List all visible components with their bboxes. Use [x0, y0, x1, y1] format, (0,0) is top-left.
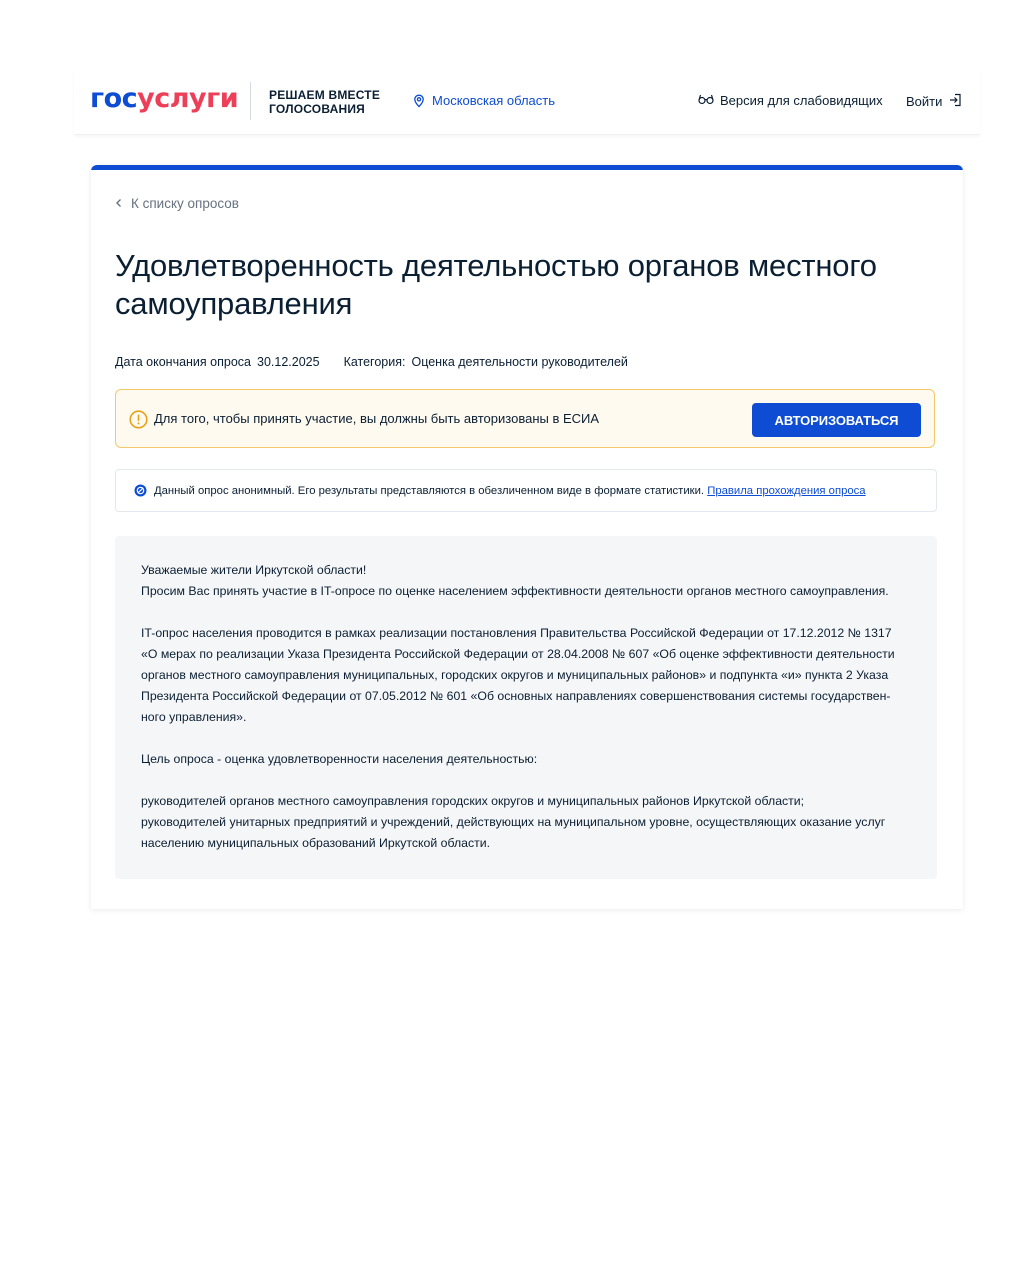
anonymous-icon: [134, 484, 147, 502]
description-legal-line: IT-опрос населения проводится в рамках реализации постановления Правительства Российской Федерации от 17.12.2012 № 1317: [141, 626, 892, 640]
site-header: [74, 68, 980, 135]
description-legal-line: «О мерах по реализации Указа Президента Российской Федерации от 28.04.2008 № 607 «Об оценке эффективности деятельности: [141, 647, 895, 661]
survey-meta: [115, 354, 628, 370]
survey-card: [91, 165, 963, 909]
description-goal: Цель опроса - оценка удовлетворенности населения деятельностью:: [141, 752, 538, 766]
end-date-label: Дата окончания опроса: [115, 355, 251, 369]
category: [344, 354, 628, 370]
auth-warning-banner: [115, 389, 935, 448]
description-legal-line: органов местного самоуправления муниципальных, городских округов и муниципальных районов» и подпункта «и» пункта 2 Указа: [141, 668, 889, 682]
accessibility-version-link[interactable]: [698, 93, 883, 109]
tagline-line1: РЕШАЕМ ВМЕСТЕ: [269, 88, 381, 102]
tagline-line2: ГОЛОСОВАНИЯ: [269, 102, 365, 116]
gosuslugi-logo[interactable]: [90, 83, 238, 115]
paragraph-gap: [141, 602, 911, 623]
description-target-line: населению муниципальных образований Иркутской области.: [141, 836, 491, 850]
login-button[interactable]: [906, 93, 962, 111]
end-date-value: 30.12.2025: [257, 355, 320, 369]
glasses-icon: [698, 93, 714, 109]
description-request: Просим Вас принять участие в IT-опросе по оценке населением эффективности деятельности органов местного самоуправления.: [141, 584, 889, 598]
accessibility-label: Версия для слабовидящих: [720, 93, 883, 108]
category-value: Оценка деятельности руководителей: [411, 355, 628, 369]
back-link-label: К списку опросов: [131, 196, 239, 211]
survey-description: [115, 536, 937, 879]
page-title: Удовлетворенность деятельностью органов местного самоуправления: [115, 248, 877, 321]
anonymous-notice-text: [154, 484, 866, 498]
survey-rules-link[interactable]: Правила прохождения опроса: [707, 485, 866, 497]
description-legal-line: Президента Российской Федерации от 07.05.2012 № 601 «Об основных направлениях совершенствования системы государствен-: [141, 689, 891, 703]
chevron-left-icon: [115, 196, 122, 212]
region-label: Московская область: [432, 93, 556, 108]
logo-part-uslugi: услуги: [137, 83, 239, 114]
back-to-surveys-link[interactable]: [115, 196, 239, 212]
card-accent-bar: [91, 165, 963, 170]
auth-warning-text: Для того, чтобы принять участие, вы должны быть авторизованы в ЕСИА: [154, 411, 600, 426]
description-greeting: Уважаемые жители Иркутской области!: [141, 563, 367, 577]
description-target-line: руководителей унитарных предприятий и учреждений, действующих на муниципальном уровне, осуществляющих оказание услуг: [141, 815, 886, 829]
logo-part-gos: гос: [90, 83, 138, 114]
anonymous-notice: [115, 469, 937, 512]
map-pin-icon: [412, 94, 426, 108]
end-date: [115, 354, 320, 370]
sign-in-icon: [949, 93, 962, 111]
login-label: Войти: [906, 94, 943, 109]
tagline: [269, 88, 380, 116]
header-divider: [250, 82, 251, 120]
paragraph-gap: [141, 728, 911, 749]
authorize-button[interactable]: АВТОРИЗОВАТЬСЯ: [752, 403, 921, 437]
category-label: Категория:: [343, 355, 406, 369]
exclamation-circle-icon: [129, 410, 148, 434]
region-selector[interactable]: [412, 93, 555, 109]
description-legal-line: ного управления».: [141, 710, 247, 724]
anonymous-notice-body: Данный опрос анонимный. Его результаты представляются в обезличенном виде в формате статистики.: [154, 485, 705, 497]
paragraph-gap: [141, 770, 911, 791]
description-target-line: руководителей органов местного самоуправления городских округов и муниципальных районов Иркутской области;: [141, 794, 805, 808]
